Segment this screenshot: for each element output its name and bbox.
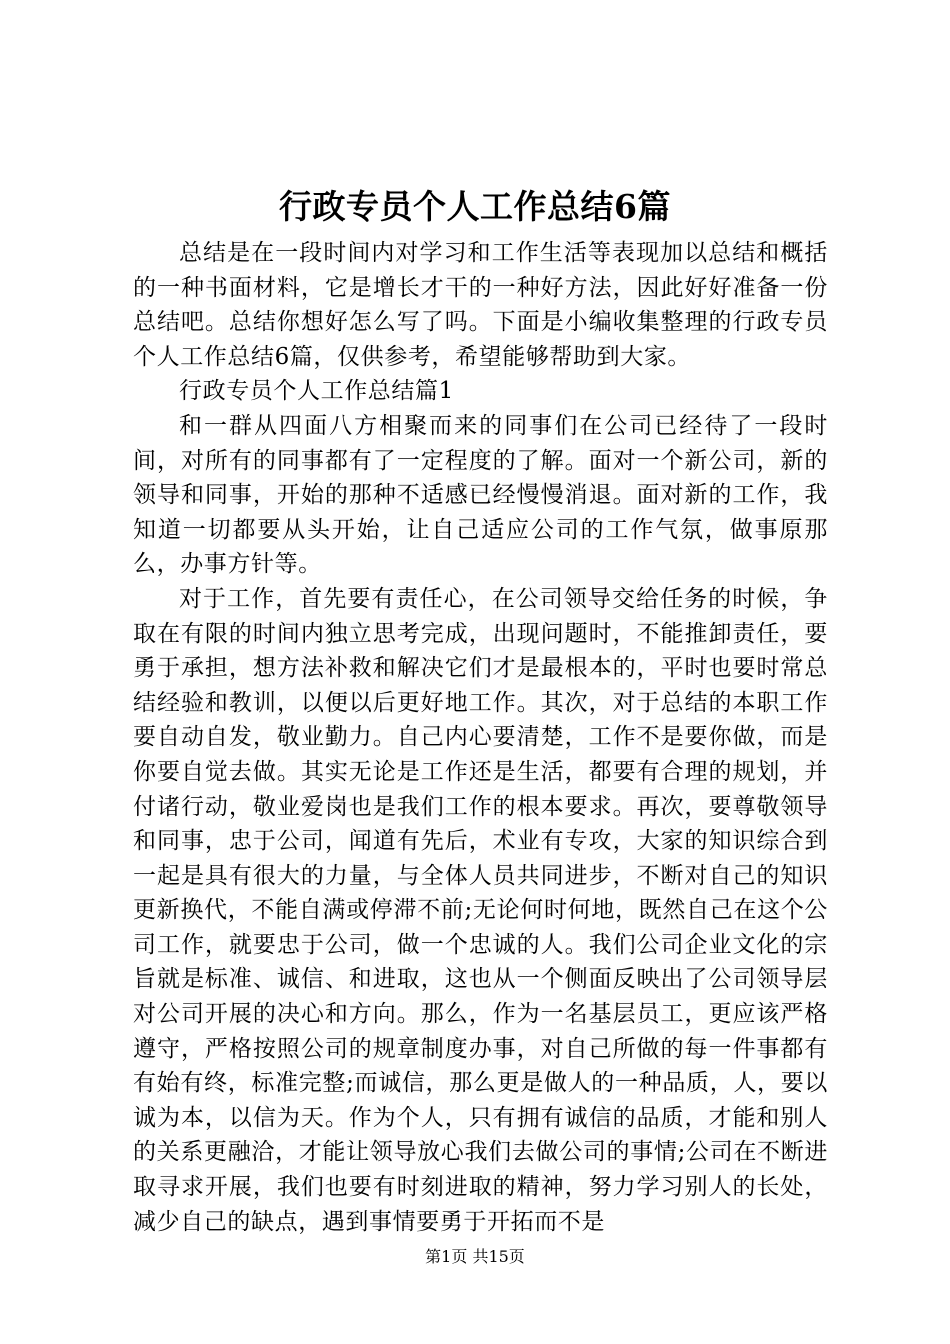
body-paragraph: 和一群从四面八方相聚而来的同事们在公司已经待了一段时间，对所有的同事都有了一定程度的了解。面对一个新公司，新的领导和同事，开始的那种不适感已经慢慢消退。面对新的工作，我知道一切都要从头开始，让自己适应公司的工作气氛，做事原那么，办事方针等。 xyxy=(133,412,828,578)
page-number: 第1页 共15页 xyxy=(425,1247,525,1266)
intro-paragraph: 总结是在一段时间内对学习和工作生活等表现加以总结和概括的一种书面材料，它是增长才干的一种好方法，因此好好准备一份总结吧。总结你想好怎么写了吗。下面是小编收集整理的行政专员个人工作总结6篇，仅供参考，希望能够帮助到大家。 xyxy=(133,240,828,370)
section-heading: 行政专员个人工作总结篇1 xyxy=(179,378,454,405)
body-paragraph: 对于工作，首先要有责任心，在公司领导交给任务的时候，争取在有限的时间内独立思考完成，出现问题时，不能推卸责任，要勇于承担，想方法补救和解决它们才是最根本的，平时也要时常总结经验和教训，以便以后更好地工作。其次，对于总结的本职工作要自动自发，敬业勤力。自己内心要清楚，工作不是要你做，而是你要自觉去做。其实无论是工作还是生活，都要有合理的规划，并付诸行动，敬业爱岗也是我们工作的根本要求。再次，要尊敬领导和同事，忠于公司，闻道有先后，术业有专攻，大家的知识综合到一起是具有很大的力量，与全体人员共同进步，不断对自己的知识更新换代，不能自满或停滞不前;无论何时何地，既然自己在这个公司工作，就要忠于公司，做一个忠诚的人。我们公司企业文化的宗旨就是标准、诚信、和进取，这也从一个侧面反映出了公司领导层对公司开展的决心和方向。那么，作为一名基层员工，更应该严格遵守，严格按照公司的规章制度办事，对自己所做的每一件事都有有始有终，标准完整;而诚信，那么更是做人的一种品质，人，要以诚为本，以信为天。作为个人，只有拥有诚信的品质，才能和别人的关系更融洽，才能让领导放心我们去做公司的事情;公司在不断进取寻求开展，我们也要有时刻进取的精神，努力学习别人的长处，减少自己的缺点，遇到事情要勇于开拓而不是 xyxy=(133,585,828,1235)
document-title: 行政专员个人工作总结6篇 xyxy=(279,187,671,226)
document-body xyxy=(133,236,828,1239)
